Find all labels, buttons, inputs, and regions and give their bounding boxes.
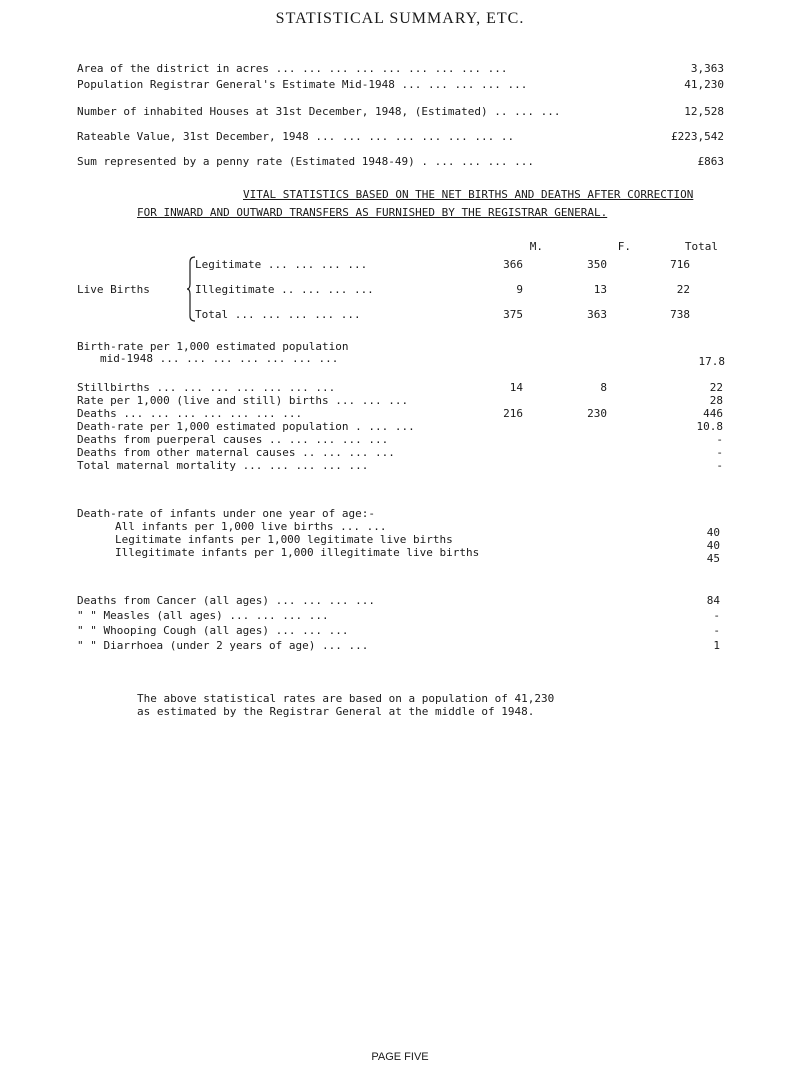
stillbirths-label: Stillbirths ... ... ... ... ... ... ... <box>77 381 336 394</box>
summary-row-houses <box>77 105 724 121</box>
cause-label: Deaths from Cancer (all ages) ... ... ... ... <box>77 594 376 607</box>
diarrhoea-deaths-total: 1 <box>713 639 720 652</box>
summary-label: Sum represented by a penny rate (Estimated 1948-49) . ... ... ... ... <box>77 155 534 168</box>
puerperal-deaths-total: - <box>716 433 723 446</box>
summary-value: 3,363 <box>690 62 724 75</box>
whooping-cough-deaths-total: - <box>713 624 720 637</box>
birth-rate-label-cont: mid-1948 ... ... ... ... ... ... ... <box>100 352 339 365</box>
birth-rate-label: Birth-rate per 1,000 estimated population <box>77 340 349 353</box>
live-births-legitimate-male: 366 <box>503 258 523 271</box>
vital-statistics-subheading: FOR INWARD AND OUTWARD TRANSFERS AS FURNISHED BY THE REGISTRAR GENERAL. <box>137 206 608 219</box>
live-births-legitimate-total: 716 <box>670 258 690 271</box>
death-rate-total: 10.8 <box>696 420 723 433</box>
column-header-total: Total <box>684 240 718 253</box>
summary-label: Rateable Value, 31st December, 1948 ... ... ... ... ... ... ... .. <box>77 130 515 143</box>
stillbirth-rate-total: 28 <box>709 394 723 407</box>
live-births-row-label: Illegitimate .. ... ... ... <box>195 283 374 296</box>
puerperal-deaths-label: Deaths from puerperal causes .. ... ... ... ... <box>77 433 389 446</box>
summary-row-penny-rate <box>77 155 724 171</box>
live-births-legitimate-female: 350 <box>587 258 607 271</box>
birth-rate-total: 17.8 <box>698 355 725 368</box>
maternal-deaths-total: - <box>716 446 723 459</box>
live-births-total-male: 375 <box>503 308 523 321</box>
live-births-illegitimate-female: 13 <box>593 283 607 296</box>
population-note: The above statistical rates are based on a population of 41,230 <box>137 692 555 705</box>
deaths-male: 216 <box>503 407 523 420</box>
vital-statistics-heading: VITAL STATISTICS BASED ON THE NET BIRTHS AND DEATHS AFTER CORRECTION <box>243 188 694 201</box>
infant-rate-label: Illegitimate infants per 1,000 illegitimate live births <box>115 546 480 559</box>
summary-label: Area of the district in acres ... ... ... ... ... ... ... ... ... <box>77 62 508 75</box>
live-births-row-label: Legitimate ... ... ... ... <box>195 258 368 271</box>
live-births-total-female: 363 <box>587 308 607 321</box>
column-header-female: F. <box>617 240 631 253</box>
live-births-illegitimate-male: 9 <box>516 283 523 296</box>
infant-rate-illegitimate: 45 <box>706 552 720 565</box>
infant-rate-label: Legitimate infants per 1,000 legitimate live births <box>115 533 453 546</box>
stillbirth-rate-label: Rate per 1,000 (live and still) births ... ... ... <box>77 394 409 407</box>
summary-value: £223,542 <box>671 130 724 143</box>
summary-value: £863 <box>697 155 724 168</box>
deaths-label: Deaths ... ... ... ... ... ... ... <box>77 407 303 420</box>
summary-value: 41,230 <box>684 78 724 91</box>
page-number: PAGE FIVE <box>371 1051 429 1063</box>
summary-value: 12,528 <box>684 105 724 118</box>
summary-row-rateable-value <box>77 130 724 146</box>
infant-death-rate-heading: Death-rate of infants under one year of age:- <box>77 507 376 520</box>
page-title: STATISTICAL SUMMARY, ETC. <box>275 10 525 27</box>
deaths-total: 446 <box>703 407 723 420</box>
summary-label: Population Registrar General's Estimate Mid-1948 ... ... ... ... ... <box>77 78 528 91</box>
infant-rate-legitimate: 40 <box>706 539 720 552</box>
maternal-mortality-total: - <box>716 459 723 472</box>
cause-label: " " Measles (all ages) ... ... ... ... <box>77 609 329 622</box>
maternal-deaths-label: Deaths from other maternal causes .. ... ... ... <box>77 446 395 459</box>
column-header-male: M. <box>529 240 543 253</box>
measles-deaths-total: - <box>713 609 720 622</box>
cause-label: " " Diarrhoea (under 2 years of age) ... ... <box>77 639 369 652</box>
death-rate-label: Death-rate per 1,000 estimated population . ... ... <box>77 420 415 433</box>
summary-row-area <box>77 62 724 78</box>
stillbirths-total: 22 <box>709 381 723 394</box>
infant-rate-label: All infants per 1,000 live births ... ... <box>115 520 387 533</box>
summary-label: Number of inhabited Houses at 31st December, 1948, (Estimated) .. ... ... <box>77 105 561 118</box>
live-births-row-label: Total ... ... ... ... ... <box>195 308 361 321</box>
summary-row-population <box>77 78 724 94</box>
live-births-label: Live Births <box>77 283 150 296</box>
stillbirths-female: 8 <box>600 381 607 394</box>
live-births-illegitimate-total: 22 <box>676 283 690 296</box>
cause-label: " " Whooping Cough (all ages) ... ... ... <box>77 624 349 637</box>
population-note-cont: as estimated by the Registrar General at the middle of 1948. <box>137 705 535 718</box>
deaths-female: 230 <box>587 407 607 420</box>
infant-rate-all: 40 <box>706 526 720 539</box>
stillbirths-male: 14 <box>509 381 523 394</box>
cancer-deaths-total: 84 <box>706 594 720 607</box>
maternal-mortality-label: Total maternal mortality ... ... ... ... ... <box>77 459 369 472</box>
live-births-total-total: 738 <box>670 308 690 321</box>
